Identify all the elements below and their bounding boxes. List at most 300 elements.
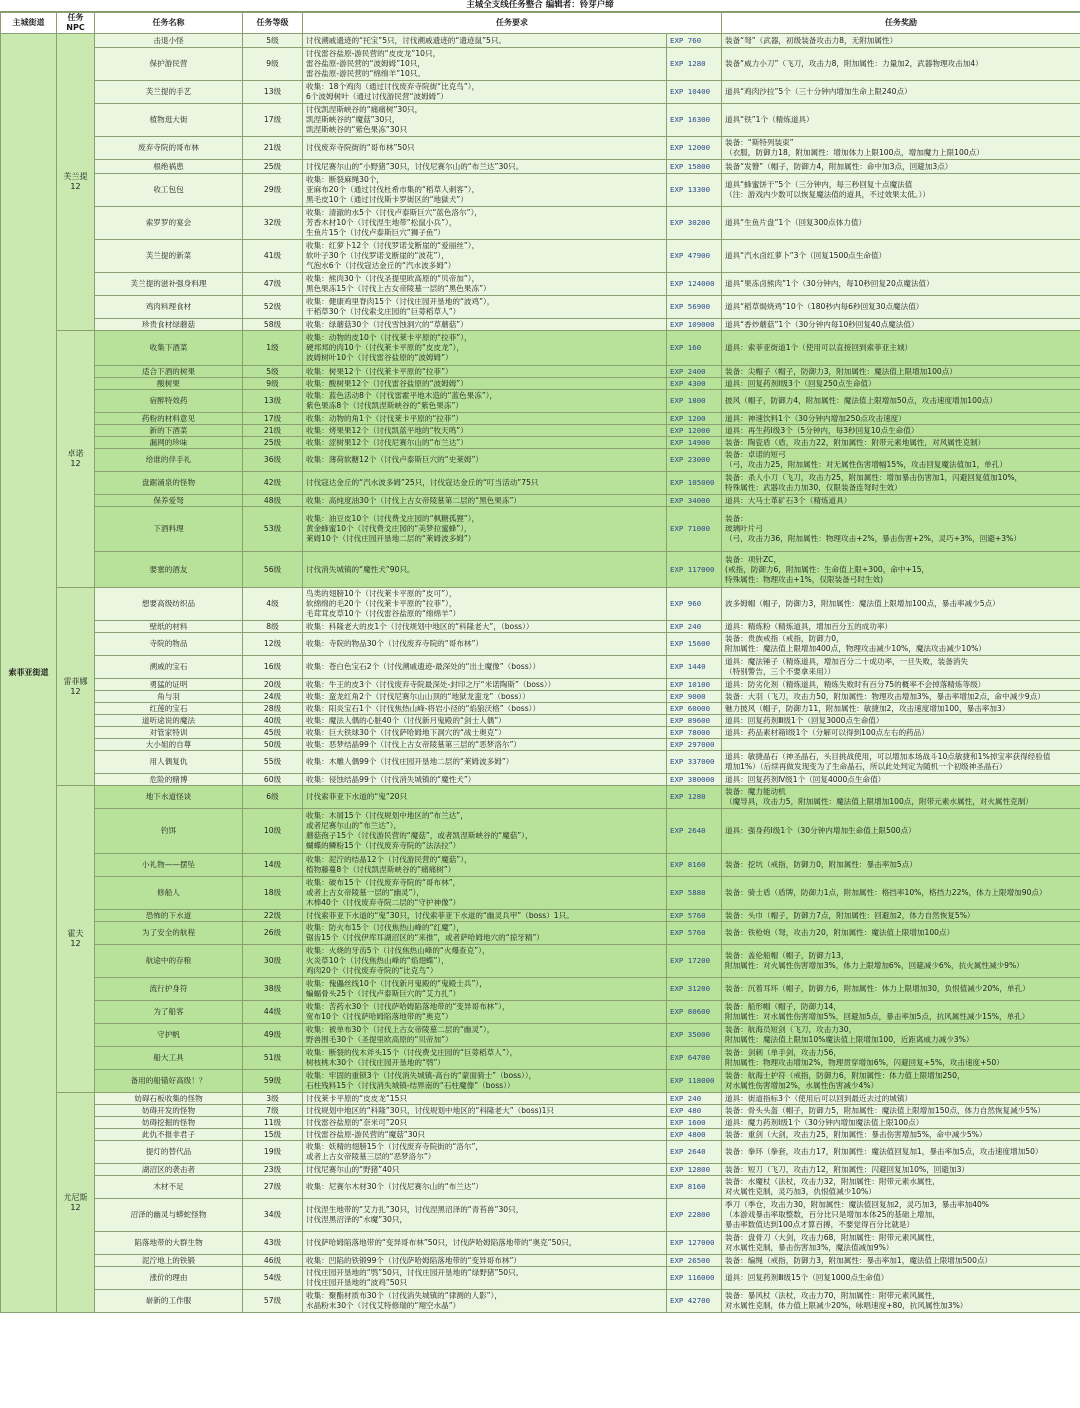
quest-exp-cell: EXP 17200	[667, 945, 722, 978]
quest-requirement-cell: 讨伐尼赛尔山的“野猪”40只	[303, 1164, 667, 1176]
quest-exp-cell: EXP 5880	[667, 877, 722, 910]
quest-name-cell: 对管家特训	[95, 727, 243, 739]
quest-requirement-cell: 讨伐凯涅斯峡谷的“痛痛树”30只， 凯涅斯峡谷的“魔菇”30只， 凯涅斯峡谷的“紫色果冻”30只	[303, 104, 667, 137]
quest-row	[1, 1176, 1080, 1199]
quest-reward-cell: 装备：沉着耳环（帽子，防御力6，附加属性：体力上限增加30，负恨值减少20%，单孔）	[722, 978, 1080, 1001]
quest-reward-cell: 道具：魔法锤子（精炼道具，增加百分二十成功率，一旦失败，装备消失 （特别警告，三个不要拿来用））	[722, 656, 1080, 679]
quest-reward-cell: 装备“弩”（武器，初级装备攻击力8，无附加属性）	[722, 34, 1080, 48]
quest-row	[1, 1117, 1080, 1129]
quest-level-cell: 25级	[243, 160, 303, 174]
quest-requirement-cell: 收集：动物的角1个（讨伐莱卡平原的“拉菲”）	[303, 413, 667, 425]
quest-reward-cell: 道具：神速饮料1个（30分钟内增加250点攻击速度）	[722, 413, 1080, 425]
quest-exp-cell: EXP 14900	[667, 437, 722, 449]
quest-level-cell: 50级	[243, 739, 303, 751]
quest-row	[1, 1001, 1080, 1024]
quest-row	[1, 174, 1080, 207]
quest-level-cell: 29级	[243, 174, 303, 207]
quest-reward-cell: 道具“稻草焗烧鸡”10个（180秒内每6秒回复30点魔法值）	[722, 296, 1080, 319]
quest-requirement-cell: 讨伐索菲亚下水道的“鬼”30只，讨伐索菲亚下水道的“幽灵兵甲”（boss）1只。	[303, 910, 667, 922]
quest-exp-cell: EXP 60000	[667, 703, 722, 715]
quest-requirement-cell: 收集：健康鸡里脊肉15个（讨伐庄园开垦地的“波鸡”）， 干稻草30个（讨伐索戈庄园的“巨蒡稻草人”）	[303, 296, 667, 319]
quest-name-cell: 沼泽的幽灵与蟒蛇怪物	[95, 1199, 243, 1232]
quest-exp-cell: EXP 1280	[667, 48, 722, 81]
quest-exp-cell: EXP 297000	[667, 739, 722, 751]
quest-row	[1, 703, 1080, 715]
quest-level-cell: 16级	[243, 656, 303, 679]
quest-exp-cell: EXP 105000	[667, 472, 722, 495]
quest-requirement-cell: 收集：红萝卜12个（讨伐罗诺戈断崖的“爱丽丝”）， 软叶子30个（讨伐罗诺戈断崖的“波花”）， 气泡水6个（讨伐寇达金丘的“汽水波多姆”）	[303, 240, 667, 273]
quest-reward-cell: 装备：暴风杖（法杖，攻击力70，附加属性：附带元素风属性， 对水属性克制，体力值上限减少20%，咏唱速度+80，抗风属性加3%）	[722, 1290, 1080, 1313]
quest-requirement-cell: 收集：苍白色宝石2个（讨伐溯戚遗迹-最深处的“出土魔像”（boss））	[303, 656, 667, 679]
quest-reward-cell: 道具：药品素材箱Ⅰ级1个（分解可以得到100点左右的药品）	[722, 727, 1080, 739]
quest-name-cell: 涨价的理由	[95, 1267, 243, 1290]
quest-name-cell: 泥泞地上的铁锻	[95, 1255, 243, 1267]
quest-exp-cell: EXP 124000	[667, 273, 722, 296]
quest-level-cell: 43级	[243, 1232, 303, 1255]
quest-reward-cell: 波多姆帽（帽子，防御力3，附加属性：魔法值上限增加100点，暴击率减少5点）	[722, 588, 1080, 621]
quest-requirement-cell: 收集：树果12个（讨伐莱卡平原的“拉菲”）	[303, 366, 667, 378]
quest-requirement-cell: 讨伐雷谷盐原的“奈米可”20只	[303, 1117, 667, 1129]
quest-row	[1, 378, 1080, 390]
quest-requirement-cell: 收集：巨大铁球30个（讨伐萨哈姆地下洞穴的“战士奥克”）	[303, 727, 667, 739]
quest-requirement-cell: 收集：苦药水30个（讨伐萨哈姆陷落地带的“变异哥布林”）， 宽布10个（讨伐萨哈姆陷落地带的“奥克”）	[303, 1001, 667, 1024]
quest-exp-cell: EXP 240	[667, 1093, 722, 1105]
quest-level-cell: 12级	[243, 633, 303, 656]
quest-name-cell: 下酒料理	[95, 507, 243, 552]
quest-level-cell: 11级	[243, 1117, 303, 1129]
quest-requirement-cell: 收集：涩树果12个（讨伐尼赛尔山的“布兰达”）	[303, 437, 667, 449]
quest-reward-cell: 道具：敏捷晶石（神圣晶石，头目挑战使用，可以增加本场战斗10点敏捷和1%掉宝率获得经验值 增加1%）（后续再做发现变为了生命晶石，所以此处判定为随机一个初级神圣晶石）	[722, 751, 1080, 774]
quest-name-cell: 恐怖的下水道	[95, 910, 243, 922]
quest-level-cell: 24级	[243, 691, 303, 703]
quest-requirement-cell: 讨伐雷谷盐原-游民营的“魔菇”30只	[303, 1129, 667, 1141]
quest-level-cell: 21级	[243, 425, 303, 437]
quest-requirement-cell: 收集：寺院的物品30个（讨伐废弃寺院的“哥布林”）	[303, 633, 667, 656]
quest-name-cell: 大小姐的自尊	[95, 739, 243, 751]
quest-exp-cell: EXP 1280	[667, 786, 722, 809]
quest-level-cell: 20级	[243, 679, 303, 691]
quest-row	[1, 34, 1080, 48]
quest-level-cell: 44级	[243, 1001, 303, 1024]
quest-name-cell: 此仇不报非君子	[95, 1129, 243, 1141]
quest-exp-cell: EXP 13300	[667, 174, 722, 207]
quest-exp-cell: EXP 5760	[667, 922, 722, 945]
quest-reward-cell: 装备：骨头头盔（帽子，防御力5，附加属性：魔法值上限增加150点，体力自然恢复减少5%）	[722, 1105, 1080, 1117]
quest-level-cell: 58级	[243, 319, 303, 331]
quest-row	[1, 809, 1080, 854]
quest-name-cell: 妨碍挖掘的怪物	[95, 1117, 243, 1129]
quest-reward-cell: 道具“生鱼片盘”1个（回复300点体力值）	[722, 207, 1080, 240]
quest-name-cell: 航途中的存粮	[95, 945, 243, 978]
quest-requirement-cell: 收集：木雕人偶99个（讨伐庄园开垦地二层的“莱姆波多姆”）	[303, 751, 667, 774]
quest-row	[1, 437, 1080, 449]
quest-name-cell: 危险的赌博	[95, 774, 243, 786]
quest-exp-cell: EXP 380000	[667, 774, 722, 786]
quest-reward-cell: 道具：索菲亚街道1个（使用可以直接回到索菲亚主城）	[722, 331, 1080, 366]
quest-row	[1, 296, 1080, 319]
quest-row	[1, 945, 1080, 978]
quest-exp-cell: EXP 34000	[667, 495, 722, 507]
quest-reward-cell: 道具“果冻卤熊肉”1个（30分钟内，每10秒回复20点魔法值）	[722, 273, 1080, 296]
quest-reward-cell: 装备：大羽（飞刀，攻击力50，附加属性：物理攻击增加3%，暴击率增加2点，命中减少9点）	[722, 691, 1080, 703]
quest-level-cell: 36级	[243, 449, 303, 472]
quest-requirement-cell: 收集：蛮龙红角2个（讨伐尼赛尔山山顶的“地狱龙蛮龙”（boss））	[303, 691, 667, 703]
quest-name-cell: 药粉的材料意见	[95, 413, 243, 425]
quest-requirement-cell: 收集：薄荷软糖12个（讨伐卢泰斯巨穴的“史莱姆”）	[303, 449, 667, 472]
quest-name-cell: 寺院的物品	[95, 633, 243, 656]
quest-name-cell: 要塞的酒友	[95, 552, 243, 588]
quest-level-cell: 38级	[243, 978, 303, 1001]
quest-row	[1, 633, 1080, 656]
quest-row	[1, 48, 1080, 81]
quest-requirement-cell: 讨伐寇达金丘的“汽水波多姆”25只，讨伐寇达金丘的“叮当活动”75只	[303, 472, 667, 495]
quest-reward-cell: 装备：铁枪炮（弩，攻击力20，附加属性：魔法值上限增加100点）	[722, 922, 1080, 945]
quest-exp-cell: EXP 760	[667, 34, 722, 48]
quest-exp-cell: EXP 12000	[667, 137, 722, 160]
quest-row	[1, 922, 1080, 945]
quest-row	[1, 81, 1080, 104]
quest-reward-cell: 季刀（季仓，攻击力30，附加属性：魔法值回复加2，灵巧加3，暴击率加40% （本游戏暴击率取整数，百分比只是增加本体25的基础上增加， 暴击率数值达到100点才算百搏，不要觉得百分比就是）	[722, 1199, 1080, 1232]
quest-name-cell: 钓饵	[95, 809, 243, 854]
quest-name-cell: 芙兰提的手艺	[95, 81, 243, 104]
main-street-cell: 索菲亚街道	[1, 34, 57, 1313]
quest-requirement-cell: 收集：高纯度油30个（讨伐上古女帝陵墓第二层的“黑色果冻”）	[303, 495, 667, 507]
quest-level-cell: 60级	[243, 774, 303, 786]
quest-row	[1, 727, 1080, 739]
quest-exp-cell: EXP 56900	[667, 296, 722, 319]
quest-requirement-cell: 收集：熊肉30个（讨伐圣提里欧高原的“贝帝加”）， 黑色果冻15个（讨伐上古女帝陵墓一层的“黑色果冻”）	[303, 273, 667, 296]
quest-row	[1, 1024, 1080, 1047]
quest-name-cell: 保护游民营	[95, 48, 243, 81]
quest-exp-cell: EXP 22800	[667, 1199, 722, 1232]
quest-exp-cell: EXP 337000	[667, 751, 722, 774]
quest-level-cell: 14级	[243, 854, 303, 877]
quest-reward-cell: 装备：剑刺（单手剑，攻击力56， 附加属性：物理攻击增加2%，物理贯穿增加6%，闪避回复+5%，攻击速度+50）	[722, 1047, 1080, 1070]
quest-row	[1, 1290, 1080, 1313]
quest-name-cell: 地下水道怪谈	[95, 786, 243, 809]
header-npc: 任务NPC	[57, 13, 95, 34]
quest-level-cell: 48级	[243, 495, 303, 507]
quest-row	[1, 1141, 1080, 1164]
quest-reward-cell: 装备：卓诺的短弓 （弓，攻击力25，附加属性：对无属性伤害增幅15%，攻击回复魔法值加1，单孔）	[722, 449, 1080, 472]
quest-name-cell: 漏网的珍味	[95, 437, 243, 449]
quest-exp-cell: EXP 31200	[667, 978, 722, 1001]
quest-body	[1, 34, 1080, 1313]
quest-name-cell: 新的下酒菜	[95, 425, 243, 437]
quest-exp-cell: EXP 10400	[667, 81, 722, 104]
quest-level-cell: 30级	[243, 945, 303, 978]
quest-exp-cell: EXP 2640	[667, 1141, 722, 1164]
quest-name-cell: 溯戚的宝石	[95, 656, 243, 679]
quest-reward-cell: 装备：骑士盾（盾牌，防御力1点，附加属性：格挡率10%，格挡力22%，体力上限增加90点）	[722, 877, 1080, 910]
quest-requirement-cell: 讨伐溯戚遗迹的“托宝”5只，讨伐溯戚遗迹的“遗迹鼠”5只。	[303, 34, 667, 48]
quest-row	[1, 319, 1080, 331]
quest-row	[1, 137, 1080, 160]
quest-exp-cell: EXP 71000	[667, 507, 722, 552]
quest-reward-cell: 道具：回复药剂Ⅳ级1个（回复4000点生命值）	[722, 774, 1080, 786]
quest-name-cell: 妨碍开发的怪物	[95, 1105, 243, 1117]
quest-reward-cell: 装备：拳环（拳套，攻击力17，附加属性：魔法值回复加1，暴击率加5点，攻击速度增加50）	[722, 1141, 1080, 1164]
quest-table	[0, 12, 1080, 1313]
quest-row	[1, 910, 1080, 922]
quest-exp-cell: EXP 480	[667, 1105, 722, 1117]
quest-name-cell: 备用的船锚好高级！？	[95, 1070, 243, 1093]
quest-level-cell: 46级	[243, 1255, 303, 1267]
quest-level-cell: 21级	[243, 137, 303, 160]
quest-requirement-cell: 收集：科隆老大的皮1个（讨伐规划中地区的“科隆老大”，（boss））	[303, 621, 667, 633]
quest-reward-cell: 装备：挖坑（戒指，防御力0，附加属性：暴击率加5点）	[722, 854, 1080, 877]
quest-level-cell: 32级	[243, 207, 303, 240]
quest-reward-cell: 装备：尖帽子（帽子，防御力3，附加属性：魔法值上限增加100点）	[722, 366, 1080, 378]
quest-reward-cell: 道具“铁”1个（精炼道具）	[722, 104, 1080, 137]
quest-row	[1, 449, 1080, 472]
quest-exp-cell: EXP 12800	[667, 1164, 722, 1176]
quest-level-cell: 53级	[243, 507, 303, 552]
quest-row	[1, 495, 1080, 507]
quest-level-cell: 5级	[243, 366, 303, 378]
quest-reward-cell: 装备：“斯特列装束” （衣服，防御力18，附加属性：增加体力上限100点，增加魔力上限100点）	[722, 137, 1080, 160]
quest-exp-cell: EXP 160	[667, 331, 722, 366]
quest-row	[1, 104, 1080, 137]
quest-level-cell: 17级	[243, 413, 303, 425]
quest-row	[1, 1105, 1080, 1117]
quest-exp-cell: EXP 12000	[667, 425, 722, 437]
quest-reward-cell: 道具：精炼粉（精炼道具，增加百分五的成功率）	[722, 621, 1080, 633]
quest-level-cell: 1级	[243, 331, 303, 366]
quest-row	[1, 786, 1080, 809]
quest-row	[1, 507, 1080, 552]
quest-exp-cell: EXP 47900	[667, 240, 722, 273]
quest-reward-cell: 道具：街道指标3个（使用后可以回到最近去过的城镇）	[722, 1093, 1080, 1105]
quest-reward-cell: 装备：重剑（大剑，攻击力25，附加属性：暴击伤害增加5%，命中减少5%）	[722, 1129, 1080, 1141]
quest-requirement-cell: 讨伐雷谷盐原-游民营的“皮皮龙”10只， 雷谷盐原-游民营的“波姆姆”10只， 雷谷盐原-游民营的“绵绵羊”10只。	[303, 48, 667, 81]
quest-name-cell: 废弃寺院的哥布林	[95, 137, 243, 160]
quest-reward-cell: 装备：船形帽（帽子，防御力14， 附加属性：对水属性伤害增加5%，回避加5点，暴击率加5点，抗风属性减少15%，单孔）	[722, 1001, 1080, 1024]
quest-reward-cell: 装备：盘骨刀（大剑，攻击力68，附加属性：附带元素风属性， 对水属性克制，暴击伤害加3%，魔法值减加9%）	[722, 1232, 1080, 1255]
quest-exp-cell: EXP 240	[667, 621, 722, 633]
quest-exp-cell: EXP 30200	[667, 207, 722, 240]
quest-row	[1, 751, 1080, 774]
quest-requirement-cell: 收集：牢固的重锁3个（讨伐消失城镇-高台的“蒙面骑士”（boss））， 石柱残料15个（讨伐消失城镇-结界南的“石柱魔像”（boss））	[303, 1070, 667, 1093]
quest-exp-cell: EXP 89600	[667, 715, 722, 727]
quest-reward-cell: 道具：回复药剂Ⅲ级1个（回复3000点生命值）	[722, 715, 1080, 727]
quest-row	[1, 472, 1080, 495]
quest-exp-cell: EXP 10100	[667, 679, 722, 691]
quest-exp-cell: EXP 8160	[667, 854, 722, 877]
quest-level-cell: 9级	[243, 48, 303, 81]
quest-requirement-cell: 收集：绿蘑菇30个（讨伐雪蚀洞穴的“草蘑菇”）	[303, 319, 667, 331]
quest-name-cell: 木材不足	[95, 1176, 243, 1199]
quest-requirement-cell: 收集：恶梦结晶99个（讨伐上古女帝陵墓第三层的“恶梦洛尔”）	[303, 739, 667, 751]
quest-name-cell: 陷落地带的大群生物	[95, 1232, 243, 1255]
quest-level-cell: 56级	[243, 552, 303, 588]
quest-level-cell: 7级	[243, 1105, 303, 1117]
quest-level-cell: 6级	[243, 786, 303, 809]
quest-requirement-cell: 收集：尼赛尔木材30个（讨伐尼赛尔山的“布兰达”）	[303, 1176, 667, 1199]
quest-row	[1, 1164, 1080, 1176]
quest-row	[1, 679, 1080, 691]
npc-cell: 芙兰提 12	[57, 34, 95, 331]
quest-row	[1, 978, 1080, 1001]
quest-row	[1, 854, 1080, 877]
quest-reward-cell: 魅力披风（帽子，防御力11，附加属性：敏捷加2，攻击速度增加100，暴击率加3）	[722, 703, 1080, 715]
quest-exp-cell: EXP 16300	[667, 104, 722, 137]
quest-requirement-cell: 收集：清澈的水5个（讨伐卢泰斯巨穴“蓝色洛尔”）， 芳香木材10个（讨伐涅生地带“松鼠小兵”）， 生鱼片15个（讨伐卢泰斯巨穴“狮子鱼”）	[303, 207, 667, 240]
quest-requirement-cell: 讨伐废弃寺院街的“哥布林”50只	[303, 137, 667, 160]
quest-requirement-cell: 讨伐索菲亚下水道的“鬼”20只	[303, 786, 667, 809]
quest-exp-cell: EXP 4300	[667, 378, 722, 390]
quest-reward-cell: 道具“香炒蘑菇”1个（30分钟内每10秒回复40点魔法值）	[722, 319, 1080, 331]
quest-reward-cell: 道具：强身药Ⅰ级1个（30分钟内增加生命值上限500点）	[722, 809, 1080, 854]
quest-exp-cell: EXP 5760	[667, 910, 722, 922]
quest-requirement-cell: 收集：动物的皮10个（讨伐莱卡平原的“拉菲”）， 硬邦邦的肉10个（讨伐莱卡平原的“皮皮龙”）， 波姆树叶10个（讨伐雷谷盐原的“波姆姆”）	[303, 331, 667, 366]
quest-requirement-cell: 收集：牛王的皮3个（讨伐废弃寺院最深处-封印之厅“米诺陶斯”（boss））	[303, 679, 667, 691]
quest-requirement-cell: 讨伐消失城镇的“魔性犬”90只。	[303, 552, 667, 588]
quest-name-cell: 崭新的工作服	[95, 1290, 243, 1313]
quest-level-cell: 25级	[243, 437, 303, 449]
npc-cell: 卓诺 12	[57, 331, 95, 588]
quest-level-cell: 28级	[243, 703, 303, 715]
quest-name-cell: 小礼物——摆坠	[95, 854, 243, 877]
quest-row	[1, 390, 1080, 413]
quest-level-cell: 34级	[243, 1199, 303, 1232]
quest-requirement-cell: 收集：木屑15个（讨伐规划中地区的“布兰达”， 或者尼赛尔山的“布兰达”）， 蘑菇孢子15个（讨伐游民营的“魔菇”，或者凯涅斯峡谷的“魔菇”）， 蝴蝶的鳞粉15个（讨伐废弃寺院的“法法拉”）	[303, 809, 667, 854]
quest-requirement-cell: 鸟类的翅膀10个（讨伐莱卡平原的“皮可”）， 软绵绵的毛20个（讨伐莱卡平原的“拉菲”）， 毛茸茸皮草10个（讨伐雷谷盐原的“绵绵羊”）	[303, 588, 667, 621]
quest-name-cell: 保养爱弩	[95, 495, 243, 507]
quest-exp-cell: EXP 116000	[667, 1267, 722, 1290]
quest-exp-cell: EXP 23000	[667, 449, 722, 472]
quest-requirement-cell: 收集：18个鸡肉（通过讨伐废弃寺院街“比克鸟”）， 6个波姆树叶（通过讨伐游民营“波姆姆”）	[303, 81, 667, 104]
quest-requirement-cell: 讨伐尼赛尔山的“小野猪”30只，讨伐尼赛尔山的“布兰达”30只。	[303, 160, 667, 174]
quest-exp-cell: EXP 117000	[667, 552, 722, 588]
header-quest-level: 任务等级	[243, 13, 303, 34]
quest-requirement-cell: 讨伐萨哈姆陷落地带的“变异哥布林”50只，讨伐萨哈姆陷落地带的“奥克”50只，	[303, 1232, 667, 1255]
quest-name-cell: 索罗罗的宴会	[95, 207, 243, 240]
quest-level-cell: 59级	[243, 1070, 303, 1093]
sheet-title: 主城全支线任务整合 编辑者：铃芽户缔	[0, 0, 1080, 12]
quest-level-cell: 51级	[243, 1047, 303, 1070]
quest-exp-cell: EXP 15600	[667, 633, 722, 656]
quest-reward-cell: 装备：航海士护符（戒指，防御力6，附加属性：体力值上限增加250， 对水属性伤害增加2%，水属性伤害减少4%）	[722, 1070, 1080, 1093]
quest-reward-cell: 道具：回复药剂Ⅰ级3个（回复250点生命值）	[722, 378, 1080, 390]
header-quest-name: 任务名称	[95, 13, 243, 34]
quest-reward-cell: 披风（帽子，防御力4，附加属性：魔法值上限增加50点，攻击速度增加100点）	[722, 390, 1080, 413]
quest-requirement-cell: 收集：阳炎宝石1个（讨伐焦热山峰-将岩小径的“焰狼沃格”（boss））	[303, 703, 667, 715]
quest-level-cell: 26级	[243, 922, 303, 945]
quest-row	[1, 621, 1080, 633]
quest-requirement-cell: 讨伐规划中地区的“科隆”30只，讨伐规划中地区的“科隆老大”（boss)1只	[303, 1105, 667, 1117]
quest-name-cell: 给谁的伴手礼	[95, 449, 243, 472]
quest-level-cell: 13级	[243, 81, 303, 104]
quest-row	[1, 1047, 1080, 1070]
quest-level-cell: 54级	[243, 1267, 303, 1290]
quest-exp-cell: EXP 127000	[667, 1232, 722, 1255]
quest-exp-cell: EXP 118000	[667, 1070, 722, 1093]
npc-cell: 霍夫 12	[57, 786, 95, 1093]
quest-name-cell: 芙兰提的滋补强身料理	[95, 273, 243, 296]
quest-name-cell: 流行护身符	[95, 978, 243, 1001]
quest-row	[1, 739, 1080, 751]
quest-row	[1, 656, 1080, 679]
quest-reward-cell: 装备：魔力能动机 （魔导具，攻击力5，附加属性：魔法值上限增加100点，附带元素水属性，对火属性克制）	[722, 786, 1080, 809]
quest-row	[1, 1093, 1080, 1105]
quest-level-cell: 23级	[243, 1164, 303, 1176]
quest-name-cell: 收集下酒菜	[95, 331, 243, 366]
quest-level-cell: 45级	[243, 727, 303, 739]
npc-cell: 尤尼斯 12	[57, 1093, 95, 1313]
quest-row	[1, 160, 1080, 174]
quest-name-cell: 盘踞涌泉的怪物	[95, 472, 243, 495]
quest-name-cell: 酸树果	[95, 378, 243, 390]
quest-requirement-cell: 收集：聚酯材质布30个（讨伐消失城镇的“律测的人影”）， 水晶粉末30个（讨伐艾特修瑞的“翔空水晶”）	[303, 1290, 667, 1313]
quest-level-cell: 13级	[243, 390, 303, 413]
quest-level-cell: 3级	[243, 1093, 303, 1105]
quest-reward-cell: 装备：陶瓷盾（盾，攻击力22，附加属性：附带元素地属性，对风属性克制）	[722, 437, 1080, 449]
quest-level-cell: 40级	[243, 715, 303, 727]
quest-row	[1, 552, 1080, 588]
quest-row	[1, 273, 1080, 296]
quest-reward-cell: 装备：编绳（戒指，防御力3，附加属性：暴击率加1，魔法值上限增加500点）	[722, 1255, 1080, 1267]
header-main-street: 主城街道	[1, 13, 57, 34]
quest-exp-cell: EXP 2640	[667, 809, 722, 854]
quest-name-cell: 红莲的宝石	[95, 703, 243, 715]
quest-reward-cell: 装备：杀人小刀（飞刀，攻击力25，附加属性：增加暴击伤害加1，闪避回复值加10%， 特殊属性：武器攻击力加30，仅限装备连弩时生效）	[722, 472, 1080, 495]
quest-requirement-cell: 讨伐庄园开垦地的“鸮”50只，讨伐庄园开垦地的“绿野猪”50只， 讨伐庄园开垦地的“波鸡”50只	[303, 1267, 667, 1290]
quest-row	[1, 715, 1080, 727]
quest-exp-cell: EXP 64700	[667, 1047, 722, 1070]
quest-name-cell: 击退小怪	[95, 34, 243, 48]
quest-requirement-cell: 收集：酸树果12个（讨伐雷谷盐原的“波姆姆”）	[303, 378, 667, 390]
quest-name-cell: 为了船客	[95, 1001, 243, 1024]
quest-row	[1, 1129, 1080, 1141]
quest-name-cell: 想要高级纺织品	[95, 588, 243, 621]
quest-reward-cell	[722, 739, 1080, 751]
quest-reward-cell: 装备：水魔杖（法杖，攻击力32，附加属性：附带元素水属性， 对火属性克制，灵巧加3，仇恨值减少10%）	[722, 1176, 1080, 1199]
quest-reward-cell: 道具“鸡肉沙拉”5个（三十分钟内增加生命上限240点）	[722, 81, 1080, 104]
quest-requirement-cell: 收集：被单布30个（讨伐上古女帝陵墓二层的“幽灵”）， 野兽围毛30个（圣提里欧高原的“贝帝加”）	[303, 1024, 667, 1047]
quest-level-cell: 10级	[243, 809, 303, 854]
quest-name-cell: 芙兰提的新菜	[95, 240, 243, 273]
quest-requirement-cell: 收集：侵蚀结晶99个（讨伐消失城镇的“魔性犬”）	[303, 774, 667, 786]
quest-exp-cell: EXP 42700	[667, 1290, 722, 1313]
quest-exp-cell: EXP 35000	[667, 1024, 722, 1047]
quest-requirement-cell: 讨伐莱卡平原的“皮皮龙”15只	[303, 1093, 667, 1105]
quest-reward-cell: 道具：魔力药剂Ⅰ级1个（30分钟内增加魔法值上限100点）	[722, 1117, 1080, 1129]
quest-row	[1, 413, 1080, 425]
quest-reward-cell: 道具：回复药剂Ⅲ级15个（回复1000点生命值）	[722, 1267, 1080, 1290]
quest-name-cell: 船大工具	[95, 1047, 243, 1070]
quest-row	[1, 240, 1080, 273]
quest-row	[1, 331, 1080, 366]
header-row	[1, 13, 1080, 34]
quest-name-cell: 适合下酒的树果	[95, 366, 243, 378]
quest-requirement-cell: 收集：防火布15个（讨伐焦热山峰的“红魔”）， 锯齿15个（讨伐伊库耳湖沼区的“来推”，或者萨哈姆地穴的“掠牙精”）	[303, 922, 667, 945]
quest-level-cell: 15级	[243, 1129, 303, 1141]
quest-requirement-cell: 讨伐涅生地带的“艾力扎”30只，讨伐涅黑沼泽的“青苔兽”30只， 讨伐涅黑沼泽的“水魔”30只，	[303, 1199, 667, 1232]
quest-name-cell: 勇猛的证明	[95, 679, 243, 691]
quest-reward-cell: 道具“汽水卤红萝卜”3个（回复1500点生命值）	[722, 240, 1080, 273]
quest-reward-cell: 装备：项针ZC， (戒指，防御力6，附加属性：生命值上限+300，命中+15， 特殊属性：物理攻击+1%，仅限装备弓时生效)	[722, 552, 1080, 588]
quest-level-cell: 55级	[243, 751, 303, 774]
npc-cell: 雷菲娜 12	[57, 588, 95, 786]
quest-name-cell: 湖沼区的袭击者	[95, 1164, 243, 1176]
quest-name-cell: 植物逛大街	[95, 104, 243, 137]
quest-exp-cell: EXP 109000	[667, 319, 722, 331]
quest-reward-cell: 道具：再生药Ⅰ级3个（5分钟内，每3秒回复10点生命值）	[722, 425, 1080, 437]
quest-requirement-cell: 收集：傀儡丝线10个（讨伐新月鬼殿的“鬼殿士兵”）， 蝙蝠骨头25个（讨伐卢泰斯巨穴的“艾力扎”）	[303, 978, 667, 1001]
quest-reward-cell: 道具：防劣化剂（精炼道具，精炼失败时有百分75的概率不会掉落精炼等级）	[722, 679, 1080, 691]
quest-exp-cell: EXP 9000	[667, 691, 722, 703]
